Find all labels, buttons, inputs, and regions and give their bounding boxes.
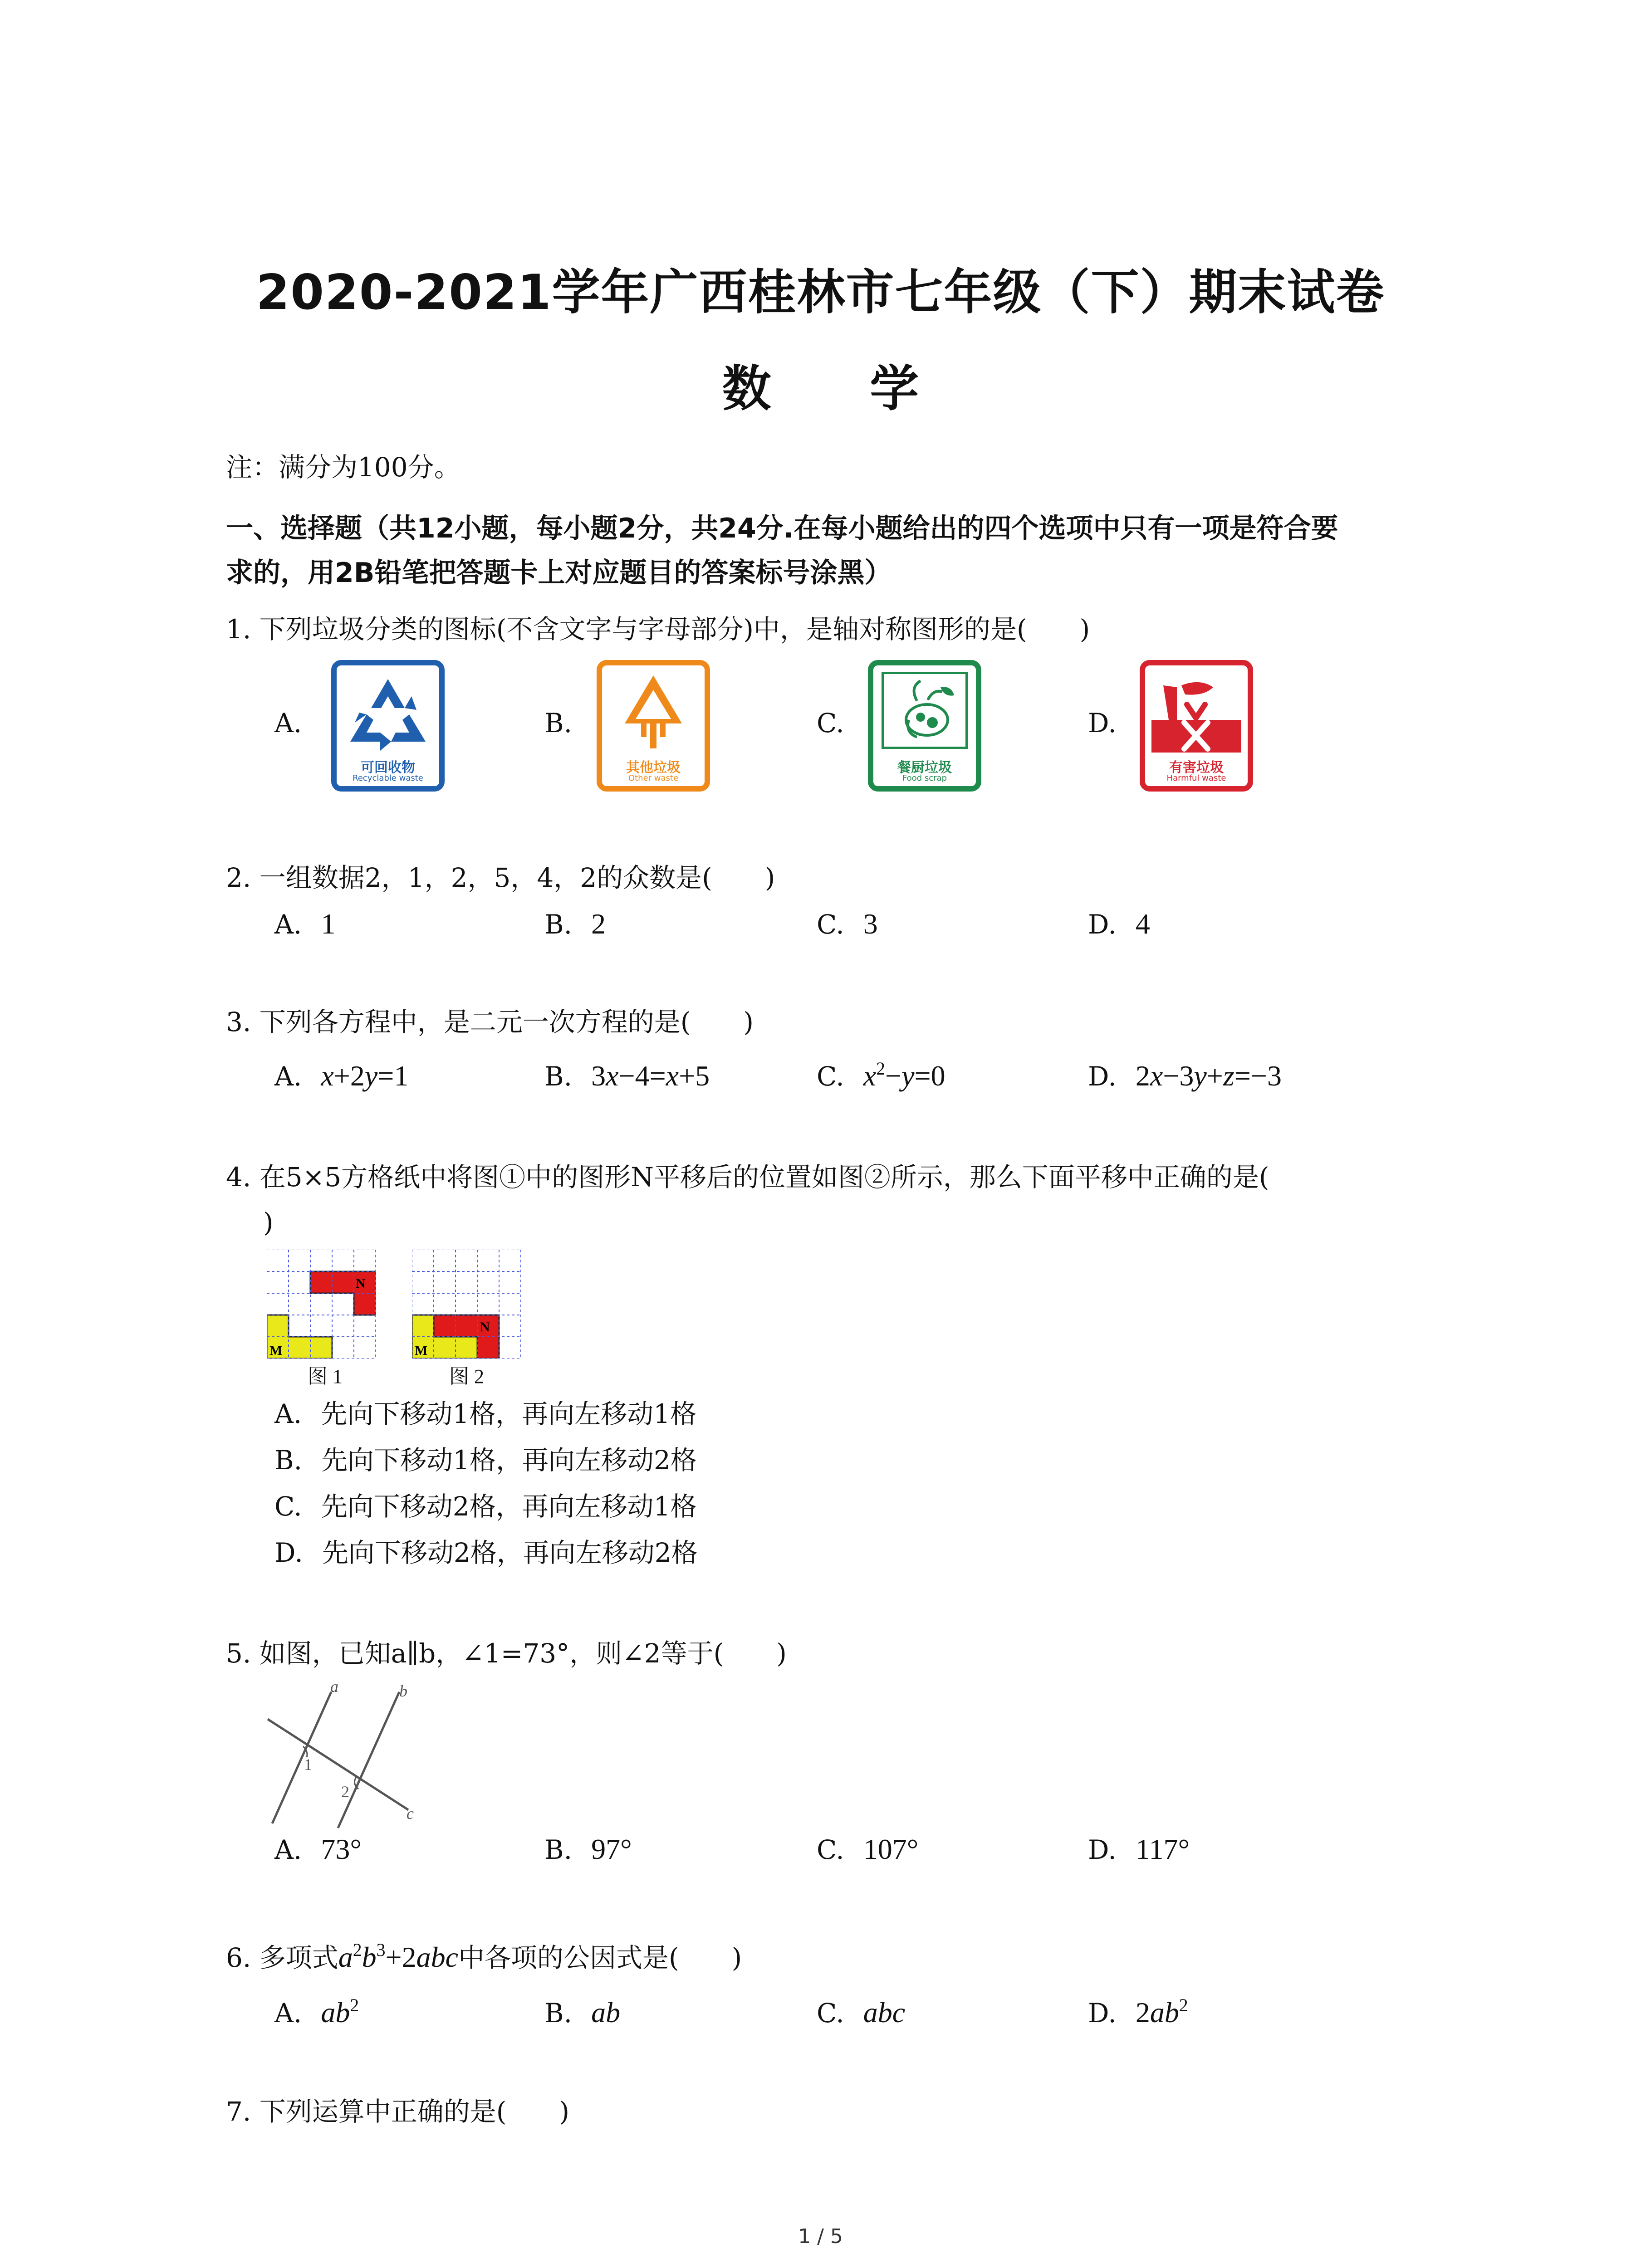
recycle-icon	[337, 669, 439, 755]
question-4-stem-line2: )	[263, 1207, 274, 1238]
q4-figure-2-label: 图 2	[449, 1365, 484, 1388]
line-a-label: a	[330, 1678, 338, 1696]
harmful-waste-icon	[1145, 669, 1248, 755]
angle-2-label: 2	[341, 1783, 349, 1801]
q6-option-d: D. $2ab^2$	[1088, 1995, 1188, 2028]
other-waste-icon	[602, 669, 705, 755]
harmful-waste-en-label: Harmful waste	[1166, 773, 1226, 783]
subject-title: 数 学	[722, 361, 960, 417]
food-scrap-cn-label: 餐厨垃圾	[897, 760, 952, 776]
recyclable-waste-sign	[331, 660, 445, 792]
angle-1-label: 1	[304, 1755, 312, 1774]
fig2-m-mark: M	[415, 1343, 428, 1358]
page-title: 2020-2021学年广西桂林市七年级（下）期末试卷	[256, 264, 1385, 320]
question-4-stem-line1: 4. 在5×5方格纸中将图①中的图形N平移后的位置如图②所示，那么下面平移中正确的是(	[226, 1162, 1269, 1193]
question-5-stem: 5. 如图，已知a∥b，∠1=73°，则∠2等于( )	[226, 1638, 787, 1669]
question-7-stem: 7. 下列运算中正确的是( )	[226, 2096, 570, 2127]
q5-option-d: D. 117°	[1088, 1833, 1190, 1865]
q2-option-d: D. 4	[1088, 908, 1150, 940]
fig1-m-mark: M	[269, 1343, 283, 1358]
other-waste-sign	[597, 660, 710, 792]
q4-figure-2-grid	[412, 1250, 521, 1359]
score-note: 注：满分为100分。	[226, 452, 460, 483]
page-number: 1 / 5	[798, 2225, 843, 2248]
question-6-stem: 6. 多项式$a^2b^3+2abc$中各项的公因式是( )	[226, 1940, 742, 1973]
q5-parallel-lines-figure	[263, 1678, 426, 1833]
harmful-waste-cn-label: 有害垃圾	[1169, 760, 1224, 776]
question-2-stem: 2. 一组数据2，1，2，5，4，2的众数是( )	[226, 862, 775, 893]
q1-option-c-label: C.	[817, 708, 844, 738]
q5-option-c: C. 107°	[817, 1833, 919, 1865]
harmful-waste-sign	[1140, 660, 1253, 792]
q2-option-b: B. 2	[544, 908, 606, 940]
q4-option-d: D. 先向下移动2格，再向左移动2格	[274, 1537, 698, 1568]
q3-option-d: D. 2x−3y+z=−3	[1088, 1060, 1282, 1092]
section-heading-line2: 求的，用2B铅笔把答题卡上对应题目的答案标号涂黑）	[226, 557, 892, 589]
other-waste-en-label: Other waste	[628, 773, 679, 783]
q5-option-a: A. 73°	[274, 1833, 362, 1865]
q4-option-a: A. 先向下移动1格，再向左移动1格	[274, 1398, 697, 1429]
q3-option-a: A. x+2y=1	[274, 1060, 409, 1092]
question-3-stem: 3. 下列各方程中，是二元一次方程的是( )	[226, 1007, 754, 1037]
q3-option-c: C. $x^2-y=0$	[817, 1059, 945, 1092]
other-waste-cn-label: 其他垃圾	[626, 760, 681, 776]
q2-option-a: A. 1	[274, 908, 336, 940]
q6-option-b: B. ab	[544, 1996, 621, 2028]
q6-option-c: C. abc	[817, 1996, 906, 2028]
q1-option-d-label: D.	[1088, 708, 1117, 738]
line-b-label: b	[399, 1682, 407, 1700]
food-scrap-sign	[868, 660, 981, 792]
food-scrap-icon	[873, 669, 976, 755]
line-c-label: c	[407, 1804, 414, 1823]
q4-option-c: C. 先向下移动2格，再向左移动1格	[274, 1491, 697, 1522]
recyclable-en-label: Recyclable waste	[353, 773, 423, 783]
q4-figure-1-label: 图 1	[308, 1365, 343, 1388]
recyclable-cn-label: 可回收物	[361, 760, 415, 776]
q4-figure-1-grid	[267, 1250, 376, 1359]
q1-option-b-label: B.	[544, 708, 573, 738]
q3-option-b: B. 3x−4=x+5	[544, 1060, 710, 1092]
food-scrap-en-label: Food scrap	[902, 773, 947, 783]
q2-option-c: C. 3	[817, 908, 878, 940]
fig1-n-mark: N	[356, 1276, 366, 1291]
q4-option-b: B. 先向下移动1格，再向左移动2格	[274, 1445, 697, 1476]
q5-option-b: B. 97°	[544, 1833, 632, 1865]
q6-option-a: A. $ab^2$	[274, 1995, 359, 2028]
question-1-stem: 1. 下列垃圾分类的图标(不含文字与字母部分)中，是轴对称图形的是( )	[226, 614, 1090, 645]
q1-option-a-label: A.	[274, 708, 302, 738]
fig2-n-mark: N	[480, 1320, 490, 1334]
section-heading-line1: 一、选择题（共12小题，每小题2分，共24分.在每小题给出的四个选项中只有一项是符合要	[226, 513, 1338, 544]
